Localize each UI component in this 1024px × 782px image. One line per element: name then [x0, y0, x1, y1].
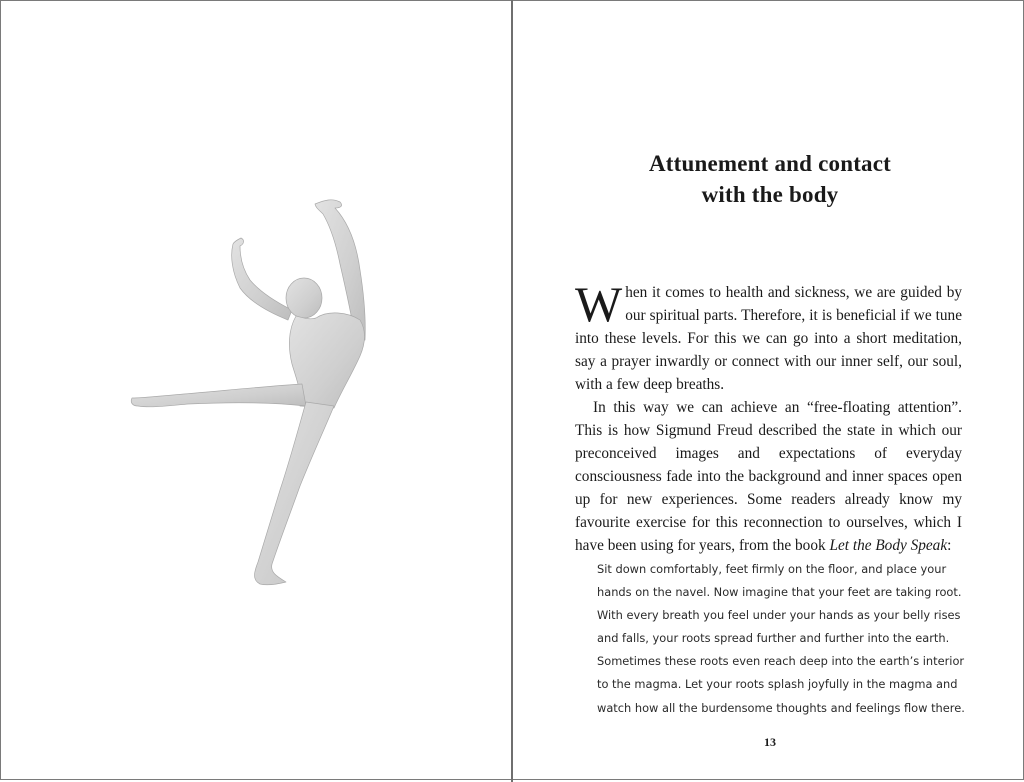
chapter-title-line-2: with the body	[701, 182, 839, 207]
exercise-line: and falls, your roots spread further and further into the earth.	[597, 631, 950, 646]
body-text	[575, 276, 962, 557]
paragraph-1	[575, 276, 962, 396]
drop-cap: W	[575, 276, 623, 332]
exercise-block	[597, 558, 969, 720]
paragraph-2	[575, 396, 962, 557]
paragraph-1-text: hen it comes to health and sickness, we are guided by our spiritual parts. Therefore, it is beneficial if we tune into these levels. For this we can go into a short meditation, say a prayer inwardly or connect with our inner self, our soul, with a few deep breaths.	[575, 284, 962, 393]
dancer-head	[286, 278, 322, 318]
exercise-line: Sit down comfortably, feet firmly on the floor, and place your	[597, 562, 947, 576]
exercise-line: Sometimes these roots even reach deep into the earth’s interior	[597, 654, 965, 669]
paragraph-2-end: :	[947, 537, 952, 554]
exercise-line: hands on the navel. Now imagine that your feet are taking root.	[597, 585, 962, 600]
exercise-line: watch how all the burdensome thoughts and feelings flow there.	[597, 700, 965, 715]
exercise-line: to the magma. Let your roots splash joyfully in the magma and	[597, 677, 958, 692]
exercise-line: With every breath you feel under your hands as your belly rises	[597, 608, 961, 623]
page-number: 13	[764, 735, 776, 749]
dancer-left-arm	[232, 238, 292, 320]
dancer-support-leg	[255, 402, 335, 585]
dancer-extended-leg	[131, 384, 306, 407]
dancer-figure	[131, 200, 365, 585]
dancer-illustration	[120, 180, 400, 600]
chapter-title-line-1: Attunement and contact	[648, 151, 892, 176]
chapter-title	[600, 148, 940, 210]
paragraph-2-text: In this way we can achieve an “free-floating attention”. This is how Sigmund Freud described the state in which our preconceived images and expectations of everyday consciousness fade into the background and inner spaces open up for new experiences. Some readers already know my favourite exercise for this reconnection to ourselves, which I have been using for years, from the book	[575, 399, 962, 554]
book-title: Let the Body Speak	[829, 537, 948, 554]
